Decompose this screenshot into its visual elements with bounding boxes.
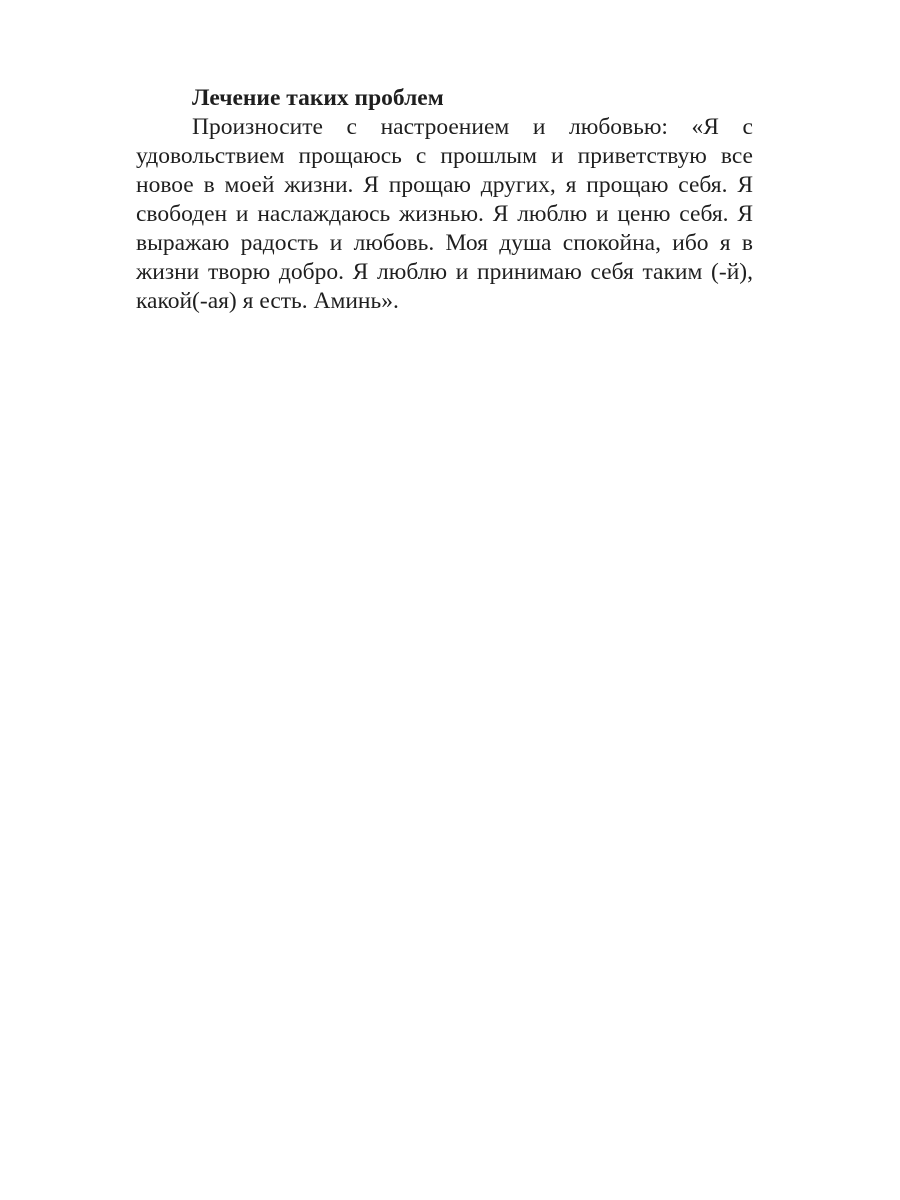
section-heading: Лечение таких проблем [192,85,444,111]
body-paragraph: Произносите с настроением и любовью: «Я с удовольствием прощаюсь с прошлым и приветствую все новое в моей жизни. Я прощаю других, я прощаю себя. Я свободен и наслаждаюсь жизнью. Я люблю и ценю себя. Я выражаю радость и любовь. Моя душа спокойна, ибо я в жизни творю добро. Я люблю и принимаю себя таким (-й), какой(-ая) я есть. Аминь». [136,114,753,314]
document-page [136,84,753,316]
